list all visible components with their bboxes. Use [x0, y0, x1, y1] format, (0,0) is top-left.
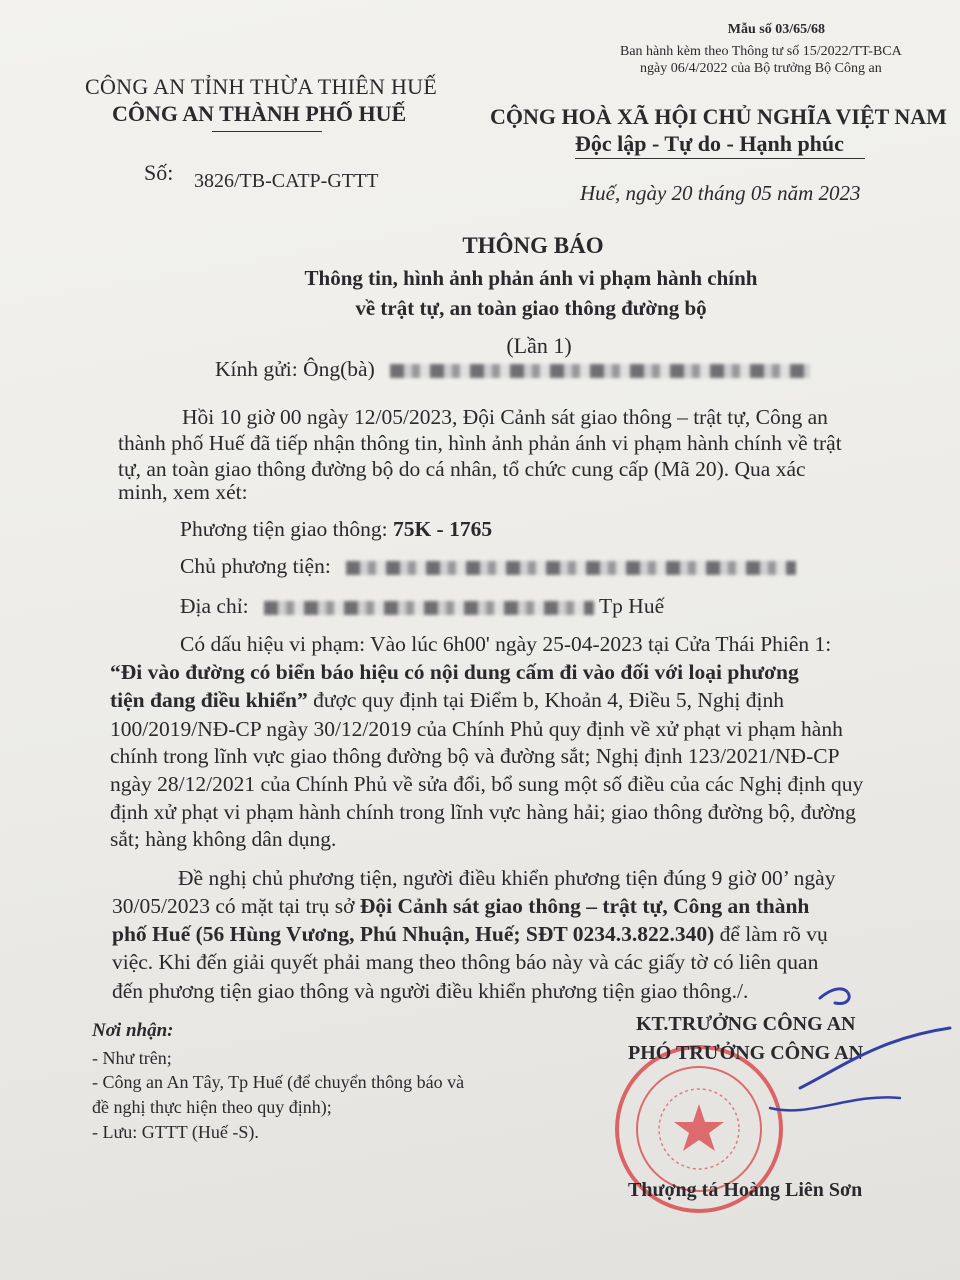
violation-line: sắt; hàng không dân dụng.	[110, 827, 337, 851]
violation-line: định xử phạt vi phạm hành chính trong lĩnh vực hàng hải; giao thông đường bộ, đường	[110, 800, 856, 824]
agency-parent: CÔNG AN TỈNH THỪA THIÊN HUẾ	[85, 74, 438, 99]
signature-title-2: PHÓ TRƯỞNG CÔNG AN	[628, 1042, 864, 1064]
address-line	[180, 594, 664, 619]
violation-line: chính trong lĩnh vực giao thông đường bộ và đường sắt; Nghị định 123/2021/NĐ-CP	[110, 744, 840, 768]
recipient-item: - Như trên;	[92, 1048, 172, 1068]
vehicle-plate-line	[180, 517, 492, 542]
violation-legal-ref: được quy định tại Điểm b, Khoản 4, Điều 5, Nghị định	[307, 688, 785, 712]
national-motto: Độc lập - Tự do - Hạnh phúc	[575, 131, 844, 156]
place-date: Huế, ngày 20 tháng 05 năm 2023	[580, 181, 861, 205]
recipient-label: Kính gửi: Ông(bà)	[215, 357, 375, 381]
violation-quote-1: “Đi vào đường có biển báo hiệu có nội dung cấm đi vào đối với loại phương	[110, 660, 799, 684]
form-issued-note: Ban hành kèm theo Thông tư số 15/2022/TT-BCA	[620, 44, 902, 59]
redacted-owner	[346, 561, 796, 575]
doc-subtitle-1: Thông tin, hình ảnh phản ánh vi phạm hành chính	[304, 266, 758, 290]
redacted-name	[390, 364, 810, 378]
agency-name: CÔNG AN THÀNH PHỐ HUẾ	[112, 101, 407, 126]
request-line-5: đến phương tiện giao thông và người điều khiển phương tiện giao thông./.	[112, 979, 749, 1003]
signer-name: Thượng tá Hoàng Liên Sơn	[628, 1179, 863, 1201]
national-title: CỘNG HOÀ XÃ HỘI CHỦ NGHĨA VIỆT NAM	[490, 104, 947, 129]
signature-title-1: KT.TRƯỞNG CÔNG AN	[636, 1013, 856, 1035]
owner-label: Chủ phương tiện:	[180, 554, 331, 578]
para1-line-4: minh, xem xét:	[118, 480, 248, 504]
request-office: Đội Cảnh sát giao thông – trật tự, Công an thành	[359, 894, 810, 918]
vehicle-plate-label: Phương tiện giao thông:	[180, 517, 388, 541]
violation-line: ngày 28/12/2021 của Chính Phủ về sửa đổi, bổ sung một số điều của các Nghị định quy	[110, 772, 864, 796]
request-line-3	[112, 922, 828, 947]
doc-subtitle-2: về trật tự, an toàn giao thông đường bộ	[355, 296, 707, 320]
violation-line: 100/2019/NĐ-CP ngày 30/12/2019 của Chính Phủ quy định về xử phạt vi phạm hành	[110, 717, 843, 741]
violation-quote-2: tiện đang điều khiển”	[110, 688, 308, 712]
request-address: phố Huế (56 Hùng Vương, Phú Nhuận, Huế; SĐT 0234.3.822.340)	[112, 922, 715, 946]
doc-number: 3826/TB-CATP-GTTT	[194, 170, 379, 192]
redacted-address	[264, 601, 594, 615]
doc-title: THÔNG BÁO	[462, 233, 604, 258]
violation-intro: Có dấu hiệu vi phạm: Vào lúc 6h00' ngày 25-04-2023 tại Cửa Thái Phiên 1:	[180, 632, 832, 656]
request-date: 30/05/2023 có mặt tại trụ sở	[112, 894, 360, 918]
recipient-item: đề nghị thực hiện theo quy định);	[92, 1097, 332, 1117]
vehicle-plate: 75K - 1765	[392, 517, 493, 541]
address-label: Địa chỉ:	[180, 594, 249, 618]
form-date-note: ngày 06/4/2022 của Bộ trưởng Bộ Công an	[640, 61, 882, 76]
notice-issue: (Lần 1)	[506, 333, 572, 358]
recipients-title: Nơi nhận:	[92, 1020, 174, 1041]
request-line-1: Đề nghị chủ phương tiện, người điều khiển phương tiện đúng 9 giờ 00’ ngày	[178, 866, 836, 890]
motto-underline	[575, 158, 865, 159]
request-line-4: việc. Khi đến giải quyết phải mang theo thông báo này và các giấy tờ có liên quan	[112, 950, 819, 974]
agency-underline	[212, 131, 322, 132]
form-number: Mẫu số 03/65/68	[727, 22, 825, 37]
violation-quote-line	[110, 688, 784, 713]
para1-line-2: thành phố Huế đã tiếp nhận thông tin, hình ảnh phản ánh vi phạm hành chính về trật	[118, 431, 842, 455]
request-purpose: để làm rõ vụ	[714, 922, 828, 946]
vehicle-owner-line	[180, 554, 796, 579]
address-city: Tp Huế	[599, 594, 665, 618]
para1-line-3: tự, an toàn giao thông đường bộ do cá nhân, tổ chức cung cấp (Mã 20). Qua xác	[118, 457, 806, 481]
recipient-item: - Công an An Tây, Tp Huế (để chuyển thông báo và	[92, 1072, 465, 1092]
doc-number-label: Số:	[144, 160, 174, 185]
para1-line-1: Hồi 10 giờ 00 ngày 12/05/2023, Đội Cảnh sát giao thông – trật tự, Công an	[182, 405, 828, 429]
request-line-2	[112, 894, 809, 919]
recipient-item: - Lưu: GTTT (Huế -S).	[92, 1122, 259, 1142]
handwritten-signature	[740, 968, 960, 1118]
recipient-line	[215, 357, 810, 382]
